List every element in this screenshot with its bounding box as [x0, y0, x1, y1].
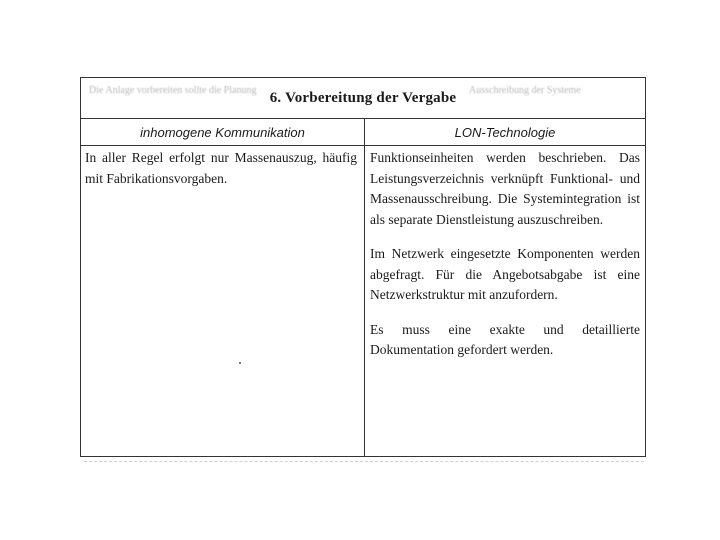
cell-left-text: In aller Regel erfolgt nur Massenauszug, häufig mit Fabrikationsvorgaben.	[85, 150, 357, 186]
column-divider	[364, 119, 365, 456]
cell-inhomogeneous	[85, 148, 357, 203]
bleed-through-text-left: Die Anlage vorbereiten sollte die Planung	[89, 85, 257, 96]
cell-right-paragraph-1: Funktionseinheiten werden beschrieben. Das Leistungsverzeichnis verknüpft Funktional- und Massenausschreibung. Die Systemintegration ist als separate Dienstleistung auszuschreiben.	[370, 150, 640, 227]
column-header-lon: LON-Technologie	[454, 124, 556, 140]
cell-right-paragraph-3: Es muss eine exakte und detaillierte Dokumentation gefordert werden.	[370, 321, 640, 357]
title-row	[81, 78, 645, 119]
cell-right-paragraph-2: Im Netzwerk eingesetzte Komponenten werden abgefragt. Für die Angebotsabgabe ist eine Netzwerkstruktur mit anzufordern.	[370, 246, 640, 302]
bleed-through-text-right: Ausschreibung der Systeme	[469, 85, 581, 96]
column-header-inhomogeneous: inhomogene Kommunikation	[140, 124, 305, 140]
comparison-table	[80, 77, 646, 457]
section-title: 6. Vorbereitung der Vergabe	[269, 89, 457, 106]
scan-speck	[239, 362, 241, 364]
scan-bottom-artifact	[84, 461, 644, 466]
cell-lon	[370, 148, 640, 375]
header-row	[81, 119, 645, 146]
